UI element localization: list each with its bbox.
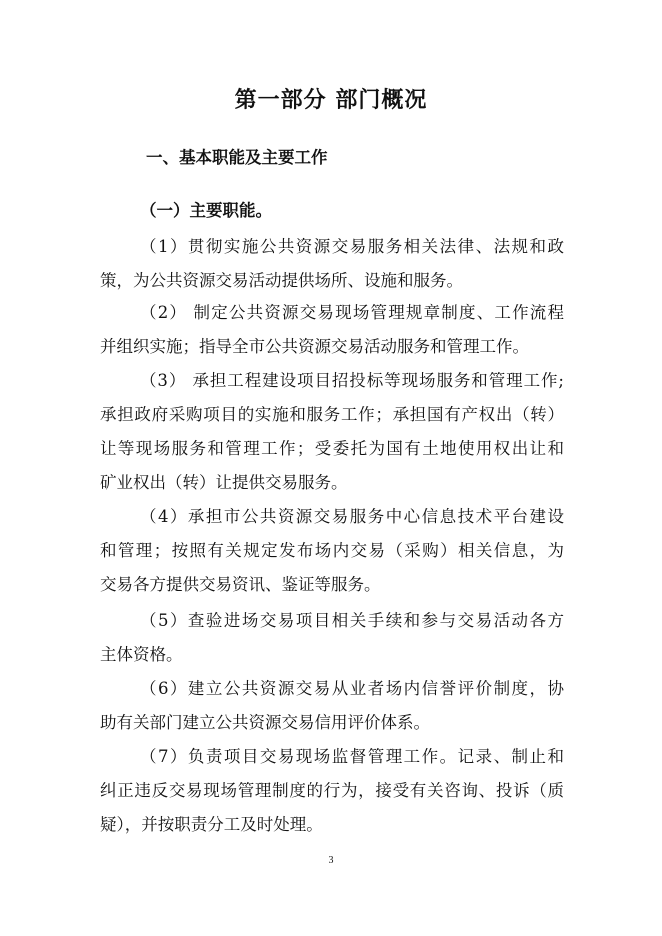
paragraph-line: 承担政府采购项目的实施和服务工作；承担国有产权出（转） <box>100 405 564 424</box>
paragraph-line: 疑），并按职责分工及时处理。 <box>100 815 323 834</box>
paragraph-line: （1）贯彻实施公共资源交易服务相关法律、法规和政 <box>140 237 564 256</box>
paragraph-line: 纠正违反交易现场管理制度的行为，接受有关咨询、投诉（质 <box>100 781 564 800</box>
paragraph-1 <box>100 230 564 298</box>
paragraph-line: 交易各方提供交易资讯、鉴证等服务。 <box>100 575 381 594</box>
paragraph-line: （3） 承担工程建设项目招投标等现场服务和管理工作; <box>140 371 564 390</box>
paragraph-line: 和管理；按照有关规定发布场内交易（采购）相关信息，为 <box>100 541 564 560</box>
paragraph-line: （6）建立公共资源交易从业者场内信誉评价制度，协 <box>140 679 564 698</box>
paragraph-2 <box>100 296 564 364</box>
paragraph-5 <box>100 604 564 672</box>
page-title: 第一部分 部门概况 <box>234 88 428 113</box>
paragraph-3 <box>100 364 564 500</box>
paragraph-line: （2） 制定公共资源交易现场管理规章制度、工作流程 <box>140 303 564 322</box>
paragraph-line: 矿业权出（转）让提供交易服务。 <box>100 473 348 492</box>
subsection-heading: （一）主要职能。 <box>140 201 272 220</box>
paragraph-line: 并组织实施；指导全市公共资源交易活动服务和管理工作。 <box>100 337 529 356</box>
paragraph-line: 让等现场服务和管理工作；受委托为国有土地使用权出让和 <box>100 439 564 458</box>
paragraph-line: 助有关部门建立公共资源交易信用评价体系。 <box>100 713 430 732</box>
paragraph-line: （4）承担市公共资源交易服务中心信息技术平台建设 <box>140 507 564 526</box>
paragraph-line: （7）负责项目交易现场监督管理工作。记录、制止和 <box>140 747 564 766</box>
paragraph-line: （5）查验进场交易项目相关手续和参与交易活动各方 <box>140 611 564 630</box>
paragraph-7 <box>100 740 564 842</box>
page-number: 3 <box>328 855 334 866</box>
paragraph-6 <box>100 672 564 740</box>
paragraph-line: 策，为公共资源交易活动提供场所、设施和服务。 <box>100 271 463 290</box>
paragraph-4 <box>100 500 564 602</box>
section-heading: 一、基本职能及主要工作 <box>146 148 328 167</box>
paragraph-line: 主体资格。 <box>100 645 183 664</box>
